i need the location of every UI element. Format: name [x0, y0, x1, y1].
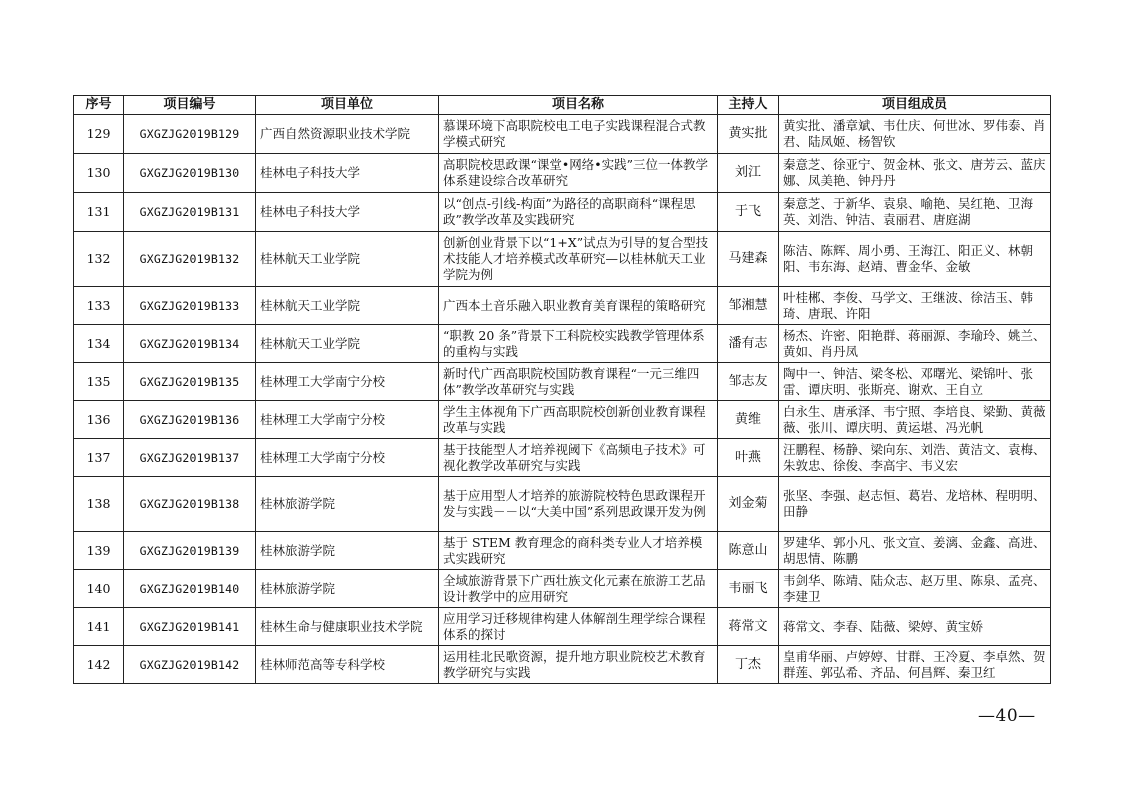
cell-members: 蒋常文、李春、陆薇、梁婷、黄宝娇 [779, 608, 1051, 646]
cell-seq: 137 [74, 439, 124, 477]
cell-members: 汪鹏程、杨静、梁向东、刘浩、黄洁文、袁梅、朱敦忠、徐俊、李高宇、韦义宏 [779, 439, 1051, 477]
cell-project-name: 基于技能型人才培养视阈下《高频电子技术》可视化教学改革研究与实践 [439, 439, 718, 477]
cell-host: 黄维 [718, 401, 779, 439]
cell-seq: 140 [74, 570, 124, 608]
cell-project-unit: 桂林电子科技大学 [256, 193, 439, 232]
cell-seq: 136 [74, 401, 124, 439]
cell-host: 陈意山 [718, 532, 779, 570]
cell-project-unit: 桂林电子科技大学 [256, 154, 439, 193]
page-number: —40— [978, 706, 1036, 726]
header-project-unit: 项目单位 [256, 96, 439, 115]
table-row [74, 325, 1051, 363]
cell-seq: 132 [74, 232, 124, 287]
cell-project-code: GXGZJG2019B136 [124, 401, 256, 439]
cell-project-code: GXGZJG2019B129 [124, 115, 256, 154]
cell-members: 叶桂郴、李俊、马学文、王继波、徐洁玉、韩琦、唐珉、许阳 [779, 287, 1051, 325]
cell-project-code: GXGZJG2019B132 [124, 232, 256, 287]
cell-project-code: GXGZJG2019B141 [124, 608, 256, 646]
table-row [74, 477, 1051, 532]
cell-project-code: GXGZJG2019B140 [124, 570, 256, 608]
cell-seq: 139 [74, 532, 124, 570]
cell-members: 杨杰、许密、阳艳群、蒋丽源、李瑜玲、姚兰、黄如、肖丹凤 [779, 325, 1051, 363]
project-table [73, 95, 1051, 684]
table-row [74, 287, 1051, 325]
cell-project-unit: 桂林航天工业学院 [256, 287, 439, 325]
cell-host: 蒋常文 [718, 608, 779, 646]
cell-members: 陶中一、钟洁、梁冬松、邓曙光、梁锦叶、张雷、谭庆明、张斯亮、谢欢、王自立 [779, 363, 1051, 401]
cell-project-name: 慕课环境下高职院校电工电子实践课程混合式教学模式研究 [439, 115, 718, 154]
cell-seq: 141 [74, 608, 124, 646]
cell-seq: 133 [74, 287, 124, 325]
table-row [74, 232, 1051, 287]
project-table-container [73, 95, 1050, 684]
cell-project-code: GXGZJG2019B142 [124, 646, 256, 684]
header-seq: 序号 [74, 96, 124, 115]
cell-project-code: GXGZJG2019B130 [124, 154, 256, 193]
cell-project-unit: 桂林航天工业学院 [256, 325, 439, 363]
table-row [74, 193, 1051, 232]
cell-members: 白永生、唐承泽、韦宁照、李培良、梁勤、黄薇薇、张川、谭庆明、黄运堪、冯光帆 [779, 401, 1051, 439]
cell-project-code: GXGZJG2019B137 [124, 439, 256, 477]
table-row [74, 646, 1051, 684]
cell-seq: 131 [74, 193, 124, 232]
header-host: 主持人 [718, 96, 779, 115]
cell-members: 皇甫华丽、卢婷婷、甘群、王冷夏、李卓然、贺群莲、郭弘希、齐品、何昌辉、秦卫红 [779, 646, 1051, 684]
cell-host: 黄实批 [718, 115, 779, 154]
cell-members: 黄实批、潘章斌、韦仕庆、何世冰、罗伟泰、肖君、陆凤姬、杨智钦 [779, 115, 1051, 154]
cell-host: 丁杰 [718, 646, 779, 684]
cell-project-unit: 桂林理工大学南宁分校 [256, 401, 439, 439]
table-row [74, 608, 1051, 646]
cell-project-unit: 广西自然资源职业技术学院 [256, 115, 439, 154]
cell-members: 张坚、李强、赵志恒、葛岩、龙培林、程明明、田静 [779, 477, 1051, 532]
header-project-name: 项目名称 [439, 96, 718, 115]
cell-project-unit: 桂林旅游学院 [256, 532, 439, 570]
cell-project-name: 以“创点-引线-构面”为路径的高职商科“课程思政”教学改革及实践研究 [439, 193, 718, 232]
cell-project-name: 新时代广西高职院校国防教育课程“一元三维四体”教学改革研究与实践 [439, 363, 718, 401]
cell-project-unit: 桂林航天工业学院 [256, 232, 439, 287]
cell-project-name: “职教 20 条”背景下工科院校实践教学管理体系的重构与实践 [439, 325, 718, 363]
cell-project-name: 广西本土音乐融入职业教育美育课程的策略研究 [439, 287, 718, 325]
table-row [74, 570, 1051, 608]
cell-project-code: GXGZJG2019B133 [124, 287, 256, 325]
cell-project-unit: 桂林师范高等专科学校 [256, 646, 439, 684]
cell-members: 秦意芝、于新华、袁泉、喻艳、吴红艳、卫海英、刘浩、钟洁、袁丽君、唐庭湖 [779, 193, 1051, 232]
cell-seq: 134 [74, 325, 124, 363]
cell-project-code: GXGZJG2019B131 [124, 193, 256, 232]
header-members: 项目组成员 [779, 96, 1051, 115]
cell-project-unit: 桂林旅游学院 [256, 570, 439, 608]
cell-project-name: 高职院校思政课“课堂•网络•实践”三位一体教学体系建设综合改革研究 [439, 154, 718, 193]
cell-members: 陈洁、陈辉、周小勇、王海江、阳正义、林朝阳、韦东海、赵靖、曹金华、金敏 [779, 232, 1051, 287]
cell-seq: 138 [74, 477, 124, 532]
cell-project-code: GXGZJG2019B138 [124, 477, 256, 532]
table-row [74, 401, 1051, 439]
cell-project-name: 基于应用型人才培养的旅游院校特色思政课程开发与实践－－以“大美中国”系列思政课开发为例 [439, 477, 718, 532]
cell-seq: 130 [74, 154, 124, 193]
cell-project-code: GXGZJG2019B139 [124, 532, 256, 570]
cell-project-name: 基于 STEM 教育理念的商科类专业人才培养模式实践研究 [439, 532, 718, 570]
cell-members: 韦剑华、陈靖、陆众志、赵万里、陈泉、孟亮、李建卫 [779, 570, 1051, 608]
cell-seq: 135 [74, 363, 124, 401]
cell-project-name: 全域旅游背景下广西壮族文化元素在旅游工艺品设计教学中的应用研究 [439, 570, 718, 608]
cell-host: 邹志友 [718, 363, 779, 401]
cell-project-name: 运用桂北民歌资源，提升地方职业院校艺术教育教学研究与实践 [439, 646, 718, 684]
cell-project-name: 创新创业背景下以“1+X”试点为引导的复合型技术技能人才培养模式改革研究—以桂林航天工业学院为例 [439, 232, 718, 287]
table-row [74, 363, 1051, 401]
header-project-code: 项目编号 [124, 96, 256, 115]
cell-members: 秦意芝、徐亚宁、贺金林、张文、唐芳云、蓝庆娜、凤美艳、钟丹丹 [779, 154, 1051, 193]
cell-host: 潘有志 [718, 325, 779, 363]
table-row [74, 115, 1051, 154]
table-row [74, 532, 1051, 570]
cell-host: 刘金菊 [718, 477, 779, 532]
cell-project-code: GXGZJG2019B135 [124, 363, 256, 401]
cell-project-name: 应用学习迁移规律构建人体解剖生理学综合课程体系的探讨 [439, 608, 718, 646]
cell-host: 马建森 [718, 232, 779, 287]
table-row [74, 439, 1051, 477]
cell-project-name: 学生主体视角下广西高职院校创新创业教育课程改革与实践 [439, 401, 718, 439]
table-row [74, 154, 1051, 193]
cell-project-unit: 桂林旅游学院 [256, 477, 439, 532]
cell-project-code: GXGZJG2019B134 [124, 325, 256, 363]
cell-host: 韦丽飞 [718, 570, 779, 608]
cell-host: 邹湘慧 [718, 287, 779, 325]
cell-project-unit: 桂林理工大学南宁分校 [256, 439, 439, 477]
cell-host: 刘江 [718, 154, 779, 193]
cell-project-unit: 桂林生命与健康职业技术学院 [256, 608, 439, 646]
cell-host: 叶燕 [718, 439, 779, 477]
cell-seq: 129 [74, 115, 124, 154]
cell-seq: 142 [74, 646, 124, 684]
cell-host: 于飞 [718, 193, 779, 232]
cell-project-unit: 桂林理工大学南宁分校 [256, 363, 439, 401]
cell-members: 罗建华、郭小凡、张文宣、姜漓、金鑫、高进、胡思情、陈鹏 [779, 532, 1051, 570]
table-header-row [74, 96, 1051, 115]
